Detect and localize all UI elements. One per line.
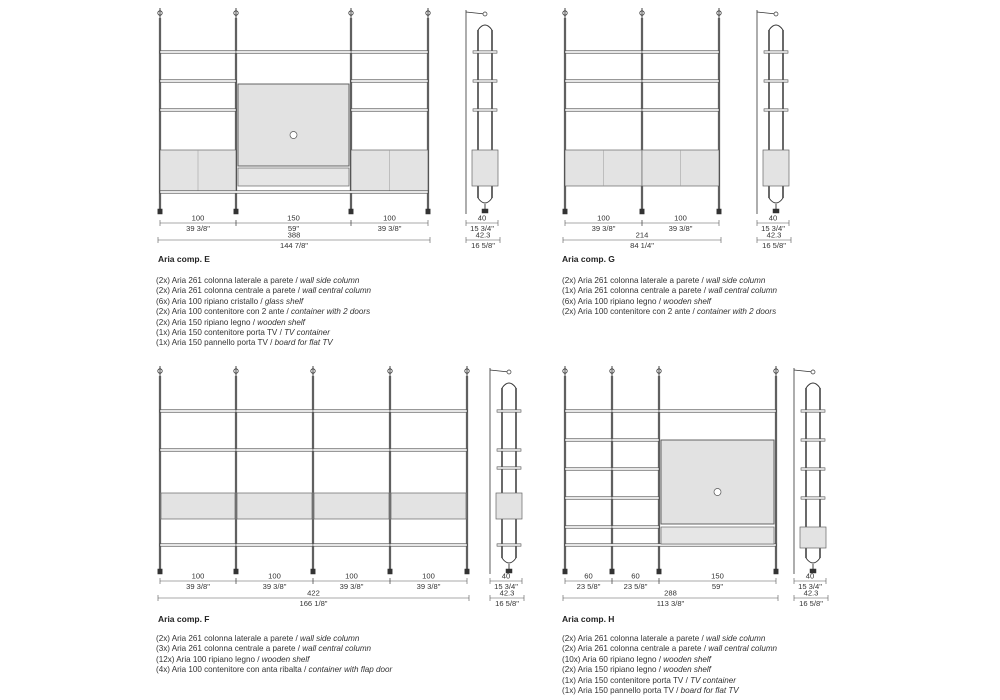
column-bottom-curve xyxy=(806,558,820,563)
column-foot xyxy=(640,209,644,214)
shelf xyxy=(236,449,313,452)
shelf xyxy=(351,51,428,54)
width-f-4-cm-label: 100 xyxy=(422,571,435,581)
column-foot xyxy=(774,569,778,574)
shelf xyxy=(236,51,351,54)
depth-total-g-cm-label: 42.3 xyxy=(766,230,782,240)
side-shelf xyxy=(801,410,825,412)
shelf xyxy=(565,439,612,442)
side-shelf xyxy=(801,468,825,470)
composition-title-g: Aria comp. G xyxy=(562,254,615,264)
width-h-3-inch-label: 59" xyxy=(711,582,724,591)
part-description: (6x) Aria 100 ripiano legno / xyxy=(562,296,664,306)
width-g-2-cm-label: 100 xyxy=(674,213,687,223)
column-bottom-curve xyxy=(502,558,516,563)
width-h-1-cm-label: 60 xyxy=(584,571,593,581)
part-english: TV container xyxy=(284,328,330,338)
part-english: container with 2 doors xyxy=(290,307,371,317)
shelf xyxy=(160,51,236,54)
total-g-inch-label: 84 1/4" xyxy=(630,241,654,250)
part-description: (2x) Aria 261 colonna laterale a parete / xyxy=(156,276,300,285)
depth-total-f-cm-label: 42.3 xyxy=(499,588,515,598)
width-e-2-inch-label: 59" xyxy=(287,224,300,233)
container xyxy=(391,493,466,519)
width-h-3-cm-label: 150 xyxy=(711,571,724,581)
part-description: (1x) Aria 150 pannello porta TV / xyxy=(156,338,275,348)
shelf xyxy=(642,80,719,83)
column-foot xyxy=(657,569,661,574)
depth-f-cm-label: 40 xyxy=(501,571,511,581)
parts-list-g xyxy=(562,276,777,318)
part-line xyxy=(156,338,371,348)
parts-list-e xyxy=(156,276,371,349)
width-g-1-cm-label: 100 xyxy=(597,213,610,223)
wall-bracket-arm xyxy=(466,12,485,14)
depth-h-inch-label: 15 3/4" xyxy=(798,582,822,591)
part-line xyxy=(562,286,777,296)
column-foot xyxy=(610,569,614,574)
side-container xyxy=(496,493,522,519)
width-f-3-inch-label: 39 3/8" xyxy=(339,582,364,591)
side-shelf xyxy=(497,410,521,412)
shelf xyxy=(351,109,428,112)
shelf xyxy=(659,410,776,413)
side-shelf xyxy=(473,109,497,111)
column-foot xyxy=(234,209,238,214)
part-line xyxy=(562,665,777,675)
part-description: (2x) Aria 261 colonna laterale a parete / xyxy=(156,634,300,643)
part-english: wall side column xyxy=(299,276,360,285)
depth-total-g-inch-label: 16 5/8" xyxy=(762,241,786,250)
shelf xyxy=(236,410,313,413)
shelf xyxy=(565,80,642,83)
depth-g-cm-label: 40 xyxy=(768,213,778,223)
shelf xyxy=(313,449,390,452)
shelf xyxy=(612,439,659,442)
shelf xyxy=(565,526,612,529)
total-e-inch-label: 144 7/8" xyxy=(279,241,309,250)
part-description: (1x) Aria 150 contenitore porta TV / xyxy=(562,675,691,685)
column-foot xyxy=(563,209,567,214)
part-english: container with flap door xyxy=(308,665,393,675)
shelf xyxy=(351,80,428,83)
width-e-1-cm-label: 100 xyxy=(191,213,205,223)
width-f-3-cm-label: 100 xyxy=(345,571,358,581)
side-shelf xyxy=(497,544,521,546)
wall-bracket-arm xyxy=(490,370,509,372)
part-line xyxy=(156,286,371,296)
shelf xyxy=(160,544,236,547)
column-foot xyxy=(158,569,162,574)
shelf xyxy=(390,449,467,452)
side-shelf xyxy=(801,497,825,499)
shelf xyxy=(236,544,313,547)
column-top-curve xyxy=(769,25,783,30)
side-shelf xyxy=(497,467,521,469)
part-english: wooden shelf xyxy=(663,296,711,306)
shelf xyxy=(390,544,467,547)
column-foot xyxy=(773,209,779,213)
depth-total-h-cm-label: 42.3 xyxy=(803,588,819,598)
shelf xyxy=(313,410,390,413)
parts-list-h xyxy=(562,634,777,696)
part-english: wall central column xyxy=(708,644,778,654)
wall-bracket-arm xyxy=(794,370,813,372)
column-top-curve xyxy=(806,383,820,388)
width-e-2-cm-label: 150 xyxy=(287,213,300,223)
width-e-1-inch-label: 39 3/8" xyxy=(186,224,210,233)
width-h-2-cm-label: 60 xyxy=(631,571,640,581)
composition-title-e: Aria comp. E xyxy=(158,254,210,264)
total-f-cm-label: 422 xyxy=(307,588,320,598)
shelf xyxy=(565,109,642,112)
width-f-1-cm-label: 100 xyxy=(191,571,205,581)
shelf xyxy=(612,468,659,471)
width-f-2-inch-label: 39 3/8" xyxy=(262,582,287,591)
shelf xyxy=(160,449,236,452)
part-description: (3x) Aria 261 colonna centrale a parete / xyxy=(156,644,303,654)
side-container xyxy=(472,150,498,186)
width-g-2-inch-label: 39 3/8" xyxy=(668,224,693,233)
column-foot xyxy=(158,209,162,214)
depth-total-f-inch-label: 16 5/8" xyxy=(495,599,519,608)
part-english: wooden shelf xyxy=(257,317,305,327)
side-shelf xyxy=(473,80,497,82)
shelf xyxy=(160,410,236,413)
depth-h-cm-label: 40 xyxy=(805,571,815,581)
total-f-inch-label: 166 1/8" xyxy=(299,599,328,608)
composition-title-f: Aria comp. F xyxy=(158,614,210,624)
part-description: (12x) Aria 100 ripiano legno / xyxy=(156,654,262,664)
side-shelf xyxy=(497,449,521,451)
column-foot xyxy=(349,209,353,214)
part-english: wall central column xyxy=(302,644,372,654)
part-description: (2x) Aria 150 ripiano legno / xyxy=(156,317,258,327)
part-english: container with 2 doors xyxy=(696,307,777,317)
part-english: board for flat TV xyxy=(680,686,739,696)
part-english: wooden shelf xyxy=(663,665,711,675)
part-english: wooden shelf xyxy=(663,654,711,664)
shelf xyxy=(612,410,659,413)
part-english: glass shelf xyxy=(264,296,304,306)
depth-e-inch-label: 15 3/4" xyxy=(470,224,494,233)
column-bottom-curve xyxy=(478,198,492,203)
wall-bracket xyxy=(811,370,815,374)
total-h-cm-label: 288 xyxy=(664,588,677,598)
depth-total-h-inch-label: 16 5/8" xyxy=(799,599,823,608)
part-english: wall central column xyxy=(708,286,778,296)
part-description: (6x) Aria 100 ripiano cristallo / xyxy=(156,296,265,306)
width-f-4-inch-label: 39 3/8" xyxy=(416,582,441,591)
column-foot xyxy=(717,209,721,214)
depth-g-inch-label: 15 3/4" xyxy=(761,224,785,233)
width-h-1-inch-label: 23 5/8" xyxy=(576,582,601,591)
side-shelf xyxy=(764,109,788,111)
part-line xyxy=(156,665,392,675)
shelf xyxy=(642,51,719,54)
part-description: (4x) Aria 100 contenitore con anta ribalta / xyxy=(156,665,309,675)
wall-bracket-arm xyxy=(757,12,776,14)
width-e-3-cm-label: 100 xyxy=(383,213,396,223)
container xyxy=(237,493,312,519)
part-line xyxy=(562,634,777,644)
part-line xyxy=(562,307,777,317)
width-e-3-inch-label: 39 3/8" xyxy=(377,224,402,233)
shelf xyxy=(160,80,236,83)
part-description: (1x) Aria 261 colonna centrale a parete / xyxy=(562,286,709,296)
part-line xyxy=(156,328,371,338)
shelf xyxy=(565,410,612,413)
parts-list-f xyxy=(156,634,392,676)
part-description: (10x) Aria 60 ripiano legno / xyxy=(562,654,664,664)
depth-e-cm-label: 40 xyxy=(477,213,487,223)
part-english: board for flat TV xyxy=(274,338,333,348)
tv-container xyxy=(238,168,349,186)
column-foot xyxy=(311,569,315,574)
part-english: TV container xyxy=(690,675,736,685)
total-e-cm-label: 388 xyxy=(287,230,301,240)
column-foot xyxy=(482,209,488,213)
part-line xyxy=(562,276,777,286)
part-line xyxy=(562,297,777,307)
column-bottom-curve xyxy=(769,198,783,203)
wall-bracket xyxy=(774,12,778,16)
side-shelf xyxy=(473,51,497,53)
width-h-2-inch-label: 23 5/8" xyxy=(623,582,648,591)
part-description: (2x) Aria 261 colonna laterale a parete / xyxy=(562,276,706,285)
column-foot xyxy=(426,209,430,214)
part-english: wall side column xyxy=(299,634,360,643)
part-line xyxy=(156,318,371,328)
side-container xyxy=(763,150,789,186)
shelf xyxy=(612,526,659,529)
part-description: (2x) Aria 261 colonna laterale a parete / xyxy=(562,634,706,643)
shelf xyxy=(565,497,612,500)
wall-bracket xyxy=(483,12,487,16)
part-line xyxy=(562,686,777,696)
column-top-curve xyxy=(478,25,492,30)
container xyxy=(161,493,235,519)
part-line xyxy=(156,634,392,644)
part-line xyxy=(156,655,392,665)
tv-container xyxy=(661,527,774,544)
tv-cable-hole xyxy=(290,132,297,139)
shelf xyxy=(313,544,390,547)
part-line xyxy=(562,676,777,686)
shelf xyxy=(565,51,642,54)
part-english: wooden shelf xyxy=(261,654,310,664)
part-line xyxy=(562,655,777,665)
tv-board xyxy=(661,440,774,524)
depth-f-inch-label: 15 3/4" xyxy=(494,582,518,591)
total-h-inch-label: 113 3/8" xyxy=(656,599,685,608)
part-line xyxy=(156,297,371,307)
tv-board xyxy=(238,84,349,166)
container xyxy=(314,493,389,519)
part-line xyxy=(562,644,777,654)
side-container xyxy=(800,527,826,548)
side-shelf xyxy=(764,51,788,53)
total-g-cm-label: 214 xyxy=(635,230,649,240)
shelf xyxy=(160,191,428,194)
part-description: (2x) Aria 150 ripiano legno / xyxy=(562,665,664,675)
column-foot xyxy=(388,569,392,574)
tv-cable-hole xyxy=(714,489,721,496)
part-description: (1x) Aria 150 pannello porta TV / xyxy=(562,686,681,696)
part-english: wall central column xyxy=(302,286,372,296)
column-foot xyxy=(465,569,469,574)
column-foot xyxy=(234,569,238,574)
side-shelf xyxy=(764,80,788,82)
part-english: wall side column xyxy=(705,634,766,643)
part-english: wall side column xyxy=(705,276,766,285)
wall-bracket xyxy=(507,370,511,374)
side-shelf xyxy=(801,439,825,441)
part-description: (2x) Aria 261 colonna centrale a parete / xyxy=(156,286,303,296)
part-line xyxy=(156,644,392,654)
part-line xyxy=(156,307,371,317)
part-description: (1x) Aria 150 contenitore porta TV / xyxy=(156,328,285,338)
composition-title-h: Aria comp. H xyxy=(562,614,615,624)
part-description: (2x) Aria 100 contenitore con 2 ante / xyxy=(562,307,697,317)
part-description: (2x) Aria 261 colonna centrale a parete / xyxy=(562,644,709,654)
shelf xyxy=(565,468,612,471)
column-top-curve xyxy=(502,383,516,388)
width-f-2-cm-label: 100 xyxy=(268,571,281,581)
width-g-1-inch-label: 39 3/8" xyxy=(591,224,616,233)
shelf xyxy=(612,497,659,500)
depth-total-e-inch-label: 16 5/8" xyxy=(471,241,495,250)
part-description: (2x) Aria 100 contenitore con 2 ante / xyxy=(156,307,291,317)
column-foot xyxy=(563,569,567,574)
shelf xyxy=(642,109,719,112)
part-line xyxy=(156,276,371,286)
depth-total-e-cm-label: 42.3 xyxy=(475,230,491,240)
width-f-1-inch-label: 39 3/8" xyxy=(186,582,210,591)
shelf xyxy=(160,109,236,112)
shelf xyxy=(390,410,467,413)
